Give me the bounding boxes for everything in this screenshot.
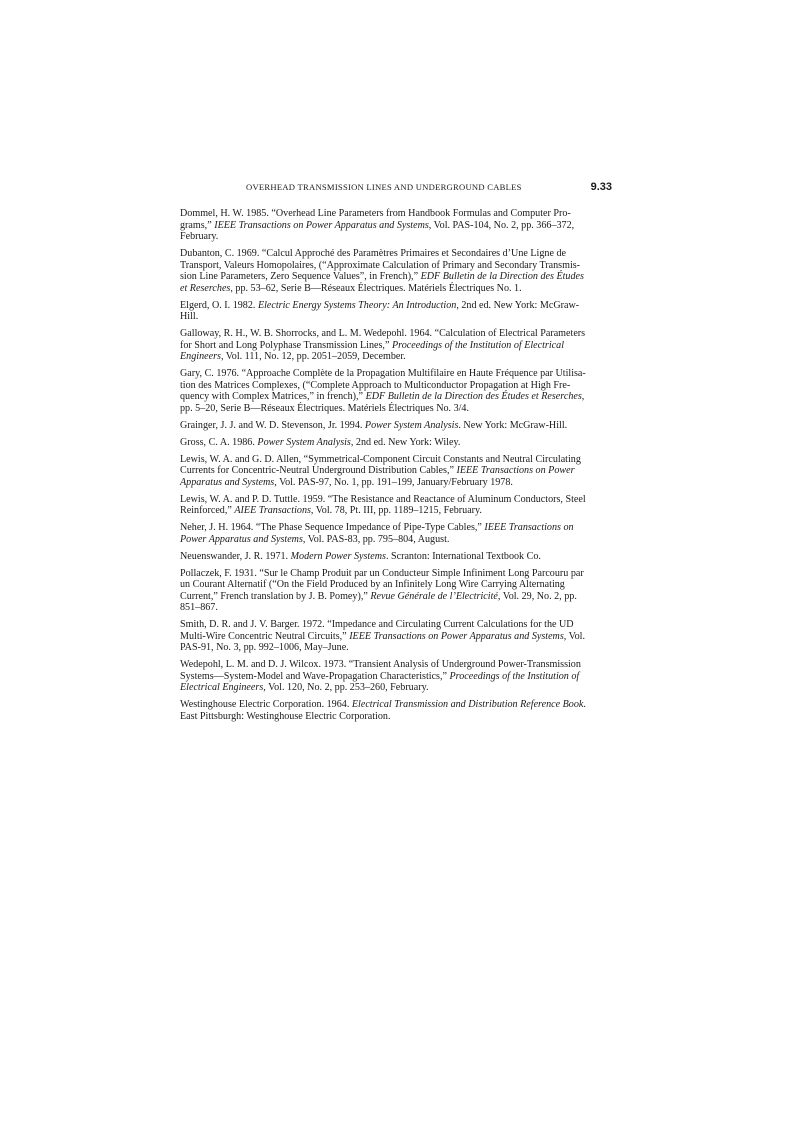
reference-line	[180, 642, 612, 654]
reference-line	[180, 522, 612, 534]
reference-entry	[180, 522, 612, 545]
reference-text-segment: , Vol. 111, No. 12, pp. 2051–2059, December.	[220, 351, 406, 362]
reference-text-segment: , Vol. PAS-104, No. 2, pp. 366–372,	[428, 219, 575, 231]
reference-entry	[180, 368, 612, 414]
reference-line	[180, 659, 612, 671]
reference-line	[180, 533, 612, 546]
reference-text-segment: Pollaczek, F. 1931. “Sur le Champ Produit par un Conducteur Simple Infiniment Long Parcouru par	[180, 567, 584, 579]
reference-text-segment: , 2nd ed. New York: McGraw-	[456, 299, 580, 311]
reference-line	[180, 299, 612, 312]
reference-line	[180, 351, 612, 363]
reference-text-segment: for Short and Long Polyphase Transmission Lines,”	[180, 339, 392, 351]
reference-italic-segment: Power System Analysis	[257, 436, 351, 448]
reference-italic-segment: Apparatus and Systems	[180, 476, 275, 488]
reference-line	[180, 699, 612, 711]
reference-italic-segment: Power System Analysis	[364, 419, 459, 431]
reference-text-segment: , Vol. PAS-83, pp. 795–804, August.	[302, 533, 450, 545]
reference-italic-segment: Electrical Engineers	[180, 682, 264, 693]
reference-line	[180, 505, 612, 517]
reference-text-segment: .	[583, 699, 586, 710]
reference-italic-segment: Engineers	[180, 351, 221, 362]
reference-italic-segment: IEEE Transactions on Power	[456, 465, 575, 476]
reference-text-segment: Multi-Wire Concentric Neutral Circuits,”	[180, 630, 350, 642]
reference-text-segment: Lewis, W. A. and P. D. Tuttle. 1959. “The Resistance and Reactance of Aluminum Conductors, Steel	[180, 493, 586, 505]
reference-text-segment: , Vol. 120, No. 2, pp. 253–260, February.	[263, 682, 429, 693]
reference-line	[180, 391, 612, 403]
reference-line	[180, 493, 612, 506]
reference-text-segment: . Scranton: International Textbook Co.	[385, 550, 541, 562]
reference-line	[180, 630, 612, 643]
reference-italic-segment: Proceedings of the Institution of	[449, 670, 580, 682]
reference-entry	[180, 568, 612, 614]
reference-text-segment: Galloway, R. H., W. B. Shorrocks, and L. M. Wedepohl. 1964. “Calculation of Electrical Parameters	[180, 328, 586, 339]
reference-entry	[180, 551, 612, 563]
reference-line	[180, 602, 612, 614]
reference-line	[180, 368, 612, 380]
reference-text-segment: pp. 5–20, Serie B—Réseaux Électriques. Matériels Électriques No. 3/4.	[180, 402, 470, 414]
reference-text-segment: Smith, D. R. and J. V. Barger. 1972. “Impedance and Circulating Current Calculations for the UD	[180, 619, 574, 630]
reference-text-segment: , Vol. 78, Pt. III, pp. 1189–1215, February.	[310, 505, 482, 516]
reference-entry	[180, 659, 612, 694]
reference-text-segment: Neuenswander, J. R. 1971.	[180, 550, 291, 562]
page-number: 9.33	[590, 181, 612, 193]
reference-text-segment: un Courant Alternatif (“On the Field Produced by an Infinitely Long Wire Carrying Alternating	[180, 579, 565, 590]
reference-line	[180, 339, 612, 352]
reference-line	[180, 453, 612, 466]
reference-entry	[180, 300, 612, 323]
reference-entry	[180, 699, 612, 722]
reference-text-segment: PAS-91, No. 3, pp. 992–1006, May–June.	[180, 642, 349, 653]
reference-text-segment: sion Line Parameters, Zero Sequence Values”, in French),”	[180, 271, 421, 282]
reference-entry	[180, 494, 612, 517]
reference-text-segment: , Vol.	[563, 630, 586, 642]
reference-line	[180, 670, 612, 683]
reference-text-segment: Dubanton, C. 1969. “Calcul Approché des Paramètres Primaires et Secondaires d’Une Ligne de	[180, 248, 566, 259]
reference-line	[180, 402, 612, 415]
reference-text-segment: ,	[581, 391, 585, 402]
reference-line	[180, 419, 612, 432]
reference-text-segment: East Pittsburgh: Westinghouse Electric Corporation.	[180, 710, 391, 722]
page-header	[180, 181, 612, 193]
reference-text-segment: , pp. 53–62, Serie B—Réseaux Électriques. Matériels Électriques No. 1.	[230, 282, 522, 294]
reference-italic-segment: EDF Bulletin de la Direction des Études et Reserches	[365, 391, 582, 402]
reference-text-segment: , Vol. 29, No. 2, pp.	[497, 590, 577, 602]
reference-entry	[180, 248, 612, 294]
reference-line	[180, 231, 612, 243]
reference-text-segment: Gross, C. A. 1986.	[180, 436, 258, 448]
reference-text-segment: February.	[180, 231, 219, 242]
reference-italic-segment: Proceedings of the Institution of Electrical	[391, 339, 564, 351]
reference-entry	[180, 454, 612, 489]
reference-text-segment: . New York: McGraw-Hill.	[458, 419, 568, 431]
reference-italic-segment: Power Apparatus and Systems	[180, 533, 303, 545]
reference-text-segment: grams,”	[180, 219, 215, 231]
reference-text-segment: , Vol. PAS-97, No. 1, pp. 191–199, January/February 1978.	[274, 476, 513, 488]
reference-line	[180, 436, 612, 449]
reference-line	[180, 619, 612, 631]
reference-entry	[180, 208, 612, 243]
reference-line	[180, 476, 612, 489]
reference-list	[180, 208, 612, 728]
reference-text-segment: Westinghouse Electric Corporation. 1964.	[180, 699, 352, 710]
reference-text-segment: Neher, J. H. 1964. “The Phase Sequence Impedance of Pipe-Type Cables,”	[180, 522, 485, 533]
reference-text-segment: , 2nd ed. New York: Wiley.	[350, 436, 461, 448]
reference-line	[180, 550, 612, 563]
reference-italic-segment: Revue Générale de l’Electricité	[370, 590, 498, 602]
reference-text-segment: Elgerd, O. I. 1982.	[180, 299, 258, 311]
reference-line	[180, 579, 612, 591]
reference-text-segment: Wedepohl, L. M. and D. J. Wilcox. 1973. “Transient Analysis of Underground Power-Transmission	[180, 659, 581, 670]
reference-text-segment: Lewis, W. A. and G. D. Allen, “Symmetrical-Component Circuit Constants and Neutral Circulating	[180, 453, 581, 465]
reference-line	[180, 465, 612, 477]
reference-line	[180, 208, 612, 220]
reference-text-segment: Transport, Valeurs Homopolaires, (“Approximate Calculation of Primary and Secondary Transmis-	[180, 259, 581, 271]
reference-text-segment: quency with Complex Matrices,” in french),”	[180, 391, 366, 402]
reference-text-segment: Current,” French translation by J. B. Pomey),”	[180, 590, 371, 602]
reference-line	[180, 567, 612, 580]
reference-entry	[180, 437, 612, 449]
reference-entry	[180, 420, 612, 432]
reference-line	[180, 271, 612, 283]
reference-text-segment: Grainger, J. J. and W. D. Stevenson, Jr. 1994.	[180, 419, 365, 431]
reference-italic-segment: et Reserches	[180, 282, 231, 294]
reference-italic-segment: Modern Power Systems	[290, 550, 386, 562]
reference-line	[180, 219, 612, 232]
reference-italic-segment: IEEE Transactions on Power Apparatus and Systems	[214, 219, 429, 231]
reference-text-segment: tion des Matrices Complexes, (“Complete Approach to Multiconductor Propagation at High Fre-	[180, 379, 571, 391]
reference-text-segment: Dommel, H. W. 1985. “Overhead Line Parameters from Handbook Formulas and Computer Pro-	[180, 208, 571, 219]
reference-italic-segment: EDF Bulletin de la Direction des Études	[420, 271, 584, 282]
reference-line	[180, 259, 612, 272]
reference-text-segment: Gary, C. 1976. “Approache Complète de la Propagation Multifilaire en Haute Fréquence par Utilisa-	[180, 368, 586, 379]
reference-line	[180, 682, 612, 694]
reference-italic-segment: Electric Energy Systems Theory: An Introduction	[257, 299, 457, 311]
reference-text-segment: Hill.	[180, 311, 199, 322]
reference-line	[180, 328, 612, 340]
reference-italic-segment: IEEE Transactions on	[484, 522, 574, 533]
reference-line	[180, 710, 612, 723]
reference-text-segment: Systems—System-Model and Wave-Propagation Characteristics,”	[180, 670, 450, 682]
reference-italic-segment: AIEE Transactions	[234, 505, 311, 516]
reference-text-segment: Currents for Concentric-Neutral Underground Distribution Cables,”	[180, 465, 457, 476]
reference-line	[180, 282, 612, 295]
reference-entry	[180, 619, 612, 654]
reference-italic-segment: Electrical Transmission and Distribution Reference Book	[351, 699, 584, 710]
reference-entry	[180, 328, 612, 363]
reference-line	[180, 590, 612, 603]
reference-italic-segment: IEEE Transactions on Power Apparatus and Systems	[349, 630, 564, 642]
reference-text-segment: Reinforced,”	[180, 505, 235, 516]
running-title: OVERHEAD TRANSMISSION LINES AND UNDERGROUND CABLES	[246, 182, 522, 192]
reference-line	[180, 248, 612, 260]
reference-line	[180, 311, 612, 323]
reference-text-segment: 851–867.	[180, 602, 218, 613]
reference-line	[180, 379, 612, 392]
